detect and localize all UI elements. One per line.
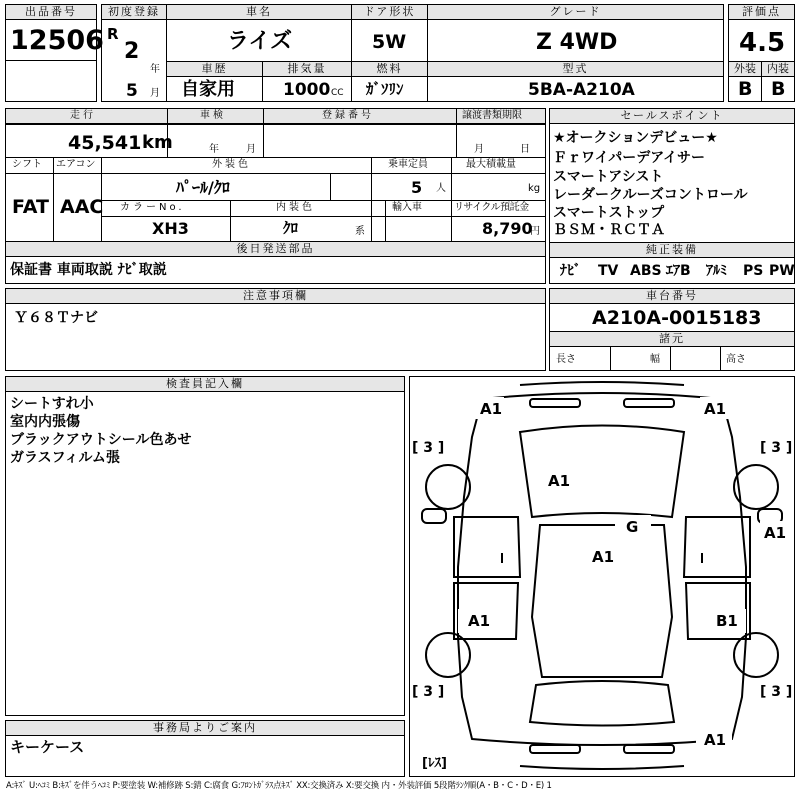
history-cell	[166, 61, 263, 102]
length-label: 長さ	[556, 354, 576, 365]
fuel: ｶﾞｿﾘﾝ	[366, 80, 404, 98]
damage-diagram	[409, 376, 795, 777]
damage-mark: G	[626, 518, 639, 536]
history-label: 車歴	[167, 62, 262, 77]
score-cell	[728, 4, 795, 62]
chassis-label: 車台番号	[550, 289, 794, 304]
color-number-label: カラーNo.	[120, 202, 185, 213]
door-label: ドア形状	[352, 5, 427, 20]
lot-number-cell	[5, 4, 104, 61]
inspector-line: ガラスフィルム張	[10, 450, 120, 466]
equipment-abs: ABS	[630, 263, 662, 279]
capacity-unit: 人	[436, 183, 446, 194]
import-label: 輸入車	[392, 202, 422, 213]
sales-line: Ｆｒワイパーデアイサー	[553, 150, 706, 166]
displacement: 1000	[283, 80, 331, 100]
displacement-label: 排気量	[263, 62, 351, 77]
registration-year: 2	[124, 39, 140, 64]
car-name: ライズ	[227, 29, 293, 54]
interior-label: 内装	[762, 62, 794, 77]
notes-cell	[5, 288, 546, 371]
inspector-line: ブラックアウトシール色あせ	[10, 432, 192, 448]
tire-depth-front-left: [ 3 ]	[412, 440, 445, 456]
recycle-unit: 円	[530, 226, 540, 237]
standard-equipment-label: 純正装備	[550, 243, 794, 258]
car-name-cell	[166, 4, 352, 62]
damage-mark: A1	[704, 400, 727, 418]
first-registration-label: 初度登録	[102, 5, 166, 20]
recycle-label: リサイクル預託金	[454, 202, 529, 213]
displacement-unit: CC	[331, 88, 344, 98]
tire-depth-front-right: [ 3 ]	[760, 440, 793, 456]
door-shape: 5W	[372, 31, 407, 53]
inspection-month-unit: 月	[246, 144, 256, 155]
inspector-notes-cell	[5, 376, 405, 716]
inspector-line: 室内内張傷	[10, 414, 80, 430]
tire-depth-rear-left: [ 3 ]	[412, 684, 445, 700]
sales-line: ★オークションデビュー★	[553, 130, 718, 146]
grade: Z 4WD	[536, 30, 618, 55]
width-label: 幅	[650, 354, 660, 365]
lot-number: 12506	[10, 25, 104, 56]
score: 4.5	[739, 28, 786, 58]
exterior-color: ﾊﾟｰﾙ/ｸﾛ	[176, 178, 230, 197]
equipment-nav: ﾅﾋﾞ	[560, 263, 581, 279]
chassis-number: A210A-0015183	[592, 307, 762, 329]
spare-tire: [ﾚｽ]	[422, 756, 447, 771]
capacity: 5	[411, 178, 423, 197]
exterior-label: 外装	[729, 62, 761, 77]
shift: FAT	[12, 196, 49, 218]
later-parts-label: 後日発送部品	[6, 242, 545, 257]
equipment-alloy: ｱﾙﾐ	[706, 263, 727, 279]
interior-grade: B	[771, 78, 786, 100]
tire-depth-rear-right: [ 3 ]	[760, 684, 793, 700]
ac: AAC	[60, 196, 104, 218]
equipment-pw: PW	[769, 263, 795, 279]
fuel-label: 燃料	[352, 62, 427, 77]
damage-mark: A1	[704, 731, 727, 749]
exterior-color-label: 外装色	[212, 159, 251, 170]
model: 5BA-A210A	[528, 80, 635, 100]
mileage: 45,541	[68, 132, 142, 154]
office-notice-label: 事務局よりご案内	[6, 721, 404, 736]
interior-color-label: 内装色	[276, 202, 315, 213]
notes-label: 注意事項欄	[6, 289, 545, 304]
inspection-year-unit: 年	[209, 144, 219, 155]
displacement-cell	[262, 61, 352, 102]
office-notice: キーケース	[10, 738, 85, 756]
capacity-label: 乗車定員	[388, 159, 428, 170]
inspection-label: 車検	[200, 110, 226, 121]
damage-mark: A1	[592, 548, 615, 566]
office-notice-cell	[5, 720, 405, 777]
first-registration-cell	[101, 4, 167, 102]
damage-mark: A1	[480, 400, 503, 418]
inspector-line: シートすれ小	[10, 396, 94, 412]
year-unit: 年	[150, 64, 160, 75]
interior-color-unit: 系	[355, 226, 365, 237]
later-parts: 保証書 車両取説 ﾅﾋﾞ取説	[10, 262, 167, 278]
lot-blank-cell	[5, 60, 97, 102]
equipment-airbag: ｴｱB	[666, 263, 691, 279]
registration-number-label: 登録番号	[322, 110, 374, 121]
recycle-fee: 8,790	[482, 219, 533, 238]
sales-line: レーダークルーズコントロール	[553, 187, 748, 203]
inspector-notes-label: 検査員記入欄	[6, 377, 404, 392]
mileage-label: 走行	[70, 110, 96, 121]
chassis-cell	[549, 288, 795, 371]
color-number: XH3	[152, 219, 189, 238]
damage-mark: A1	[764, 524, 787, 542]
interior-color: ｸﾛ	[283, 219, 299, 237]
shift-label: シフト	[12, 159, 42, 170]
door-cell	[351, 4, 428, 62]
mileage-unit: km	[142, 132, 173, 153]
registration-month: 5	[126, 81, 138, 101]
max-load-label: 最大積載量	[466, 159, 516, 170]
sales-line: スマートストップ	[553, 205, 665, 221]
equipment-tv: TV	[598, 263, 619, 279]
transfer-month-unit: 月	[474, 144, 484, 155]
grade-cell	[427, 4, 724, 62]
model-cell	[427, 61, 724, 102]
month-unit: 月	[150, 88, 160, 99]
damage-mark: A1	[548, 472, 571, 490]
damage-mark: B1	[716, 612, 738, 630]
damage-legend: A:ｷｽﾞ U:ﾍｺﾐ B:ｷｽﾞを伴うﾍｺﾐ P:要塗装 W:補修跡 S:錆 C:腐食 G:ﾌﾛﾝﾄｶﾞﾗｽ点ｷｽﾞ XX:交換済み X:要交換 内・外装評価 5段階ﾗﾝｸ順(A・B・C・D・E) 1	[6, 781, 552, 791]
transfer-deadline-label: 譲渡書類期限	[462, 110, 522, 121]
history: 自家用	[181, 79, 235, 100]
sales-line: ＢＳＭ・ＲＣＴＡ	[553, 222, 665, 238]
car-outline	[410, 377, 794, 776]
max-load-unit: kg	[528, 183, 541, 194]
era: R	[107, 25, 119, 43]
ac-label: エアコン	[56, 159, 96, 170]
grade-label: グレード	[428, 5, 723, 20]
transfer-day-unit: 日	[520, 144, 530, 155]
interior-grade-cell	[761, 61, 795, 102]
exterior-grade: B	[738, 78, 753, 100]
equipment-ps: PS	[743, 263, 764, 279]
lot-number-label: 出品番号	[6, 5, 96, 20]
specs-label: 諸元	[550, 332, 794, 347]
notes: Ｙ６８Ｔナビ	[14, 310, 98, 326]
sales-points-label: セールスポイント	[550, 109, 794, 124]
car-name-label: 車名	[167, 5, 351, 20]
model-label: 型式	[428, 62, 723, 77]
damage-mark: A1	[468, 612, 491, 630]
sales-points-cell	[549, 108, 795, 284]
height-label: 高さ	[726, 354, 746, 365]
score-label: 評価点	[729, 5, 794, 20]
fuel-cell	[351, 61, 428, 102]
exterior-grade-cell	[728, 61, 762, 102]
sales-line: スマートアシスト	[553, 169, 664, 185]
